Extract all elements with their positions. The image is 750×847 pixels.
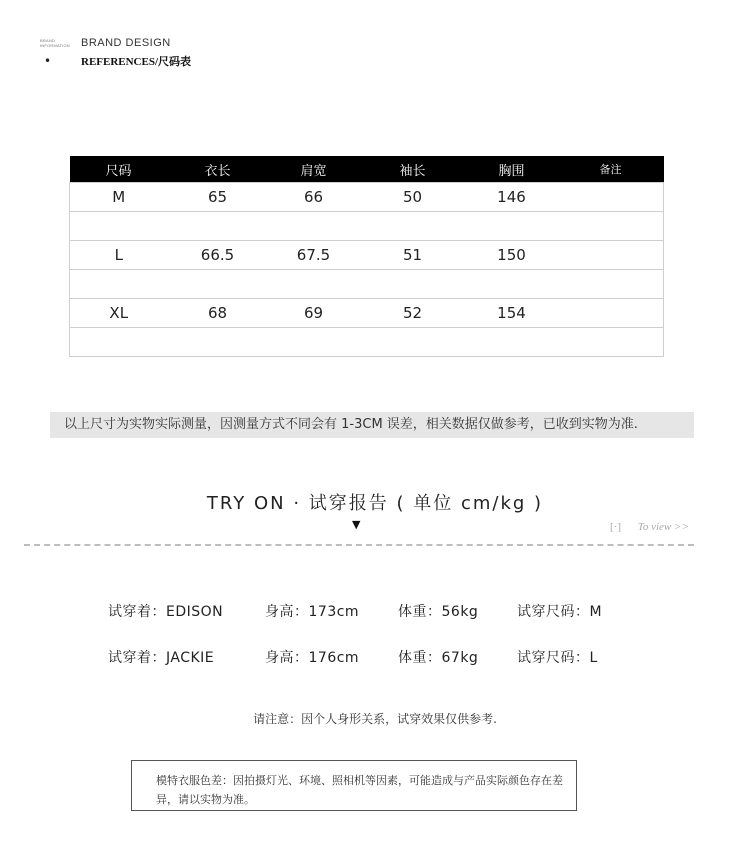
- brand-title: BRAND DESIGN: [81, 37, 171, 49]
- bullet-icon: •: [44, 54, 52, 68]
- table-cell: [466, 270, 558, 299]
- table-cell: 66.5: [168, 241, 268, 270]
- tryon-weight: 体重：56kg: [398, 604, 479, 620]
- size-table: [69, 156, 664, 357]
- table-row: [70, 241, 664, 270]
- header-shoulder: 肩宽: [268, 156, 360, 183]
- table-cell: [558, 183, 664, 212]
- table-cell: [70, 270, 168, 299]
- table-cell: 69: [268, 299, 360, 328]
- brand-small-line2: INFORMATION: [40, 43, 70, 48]
- table-cell: [558, 299, 664, 328]
- tryon-record: [0, 647, 750, 669]
- table-cell: [360, 212, 466, 241]
- measurement-notice-text: 以上尺寸为实物实际测量，因测量方式不同会有 1-3CM 误差，相关数据仅做参考，已收到实物为准.: [64, 417, 638, 432]
- tryon-record: [0, 601, 750, 623]
- table-cell: [70, 328, 168, 357]
- table-cell: [268, 212, 360, 241]
- brand-information-tag: [40, 38, 70, 48]
- table-cell: [268, 328, 360, 357]
- header-note: 备注: [558, 156, 664, 183]
- header-size: 尺码: [70, 156, 168, 183]
- table-row: [70, 328, 664, 357]
- table-cell: [558, 212, 664, 241]
- table-cell: M: [70, 183, 168, 212]
- table-cell: [168, 212, 268, 241]
- brand-small-line1: BRAND: [40, 38, 56, 43]
- tryon-name: 试穿着：EDISON: [108, 604, 224, 620]
- table-row: [70, 270, 664, 299]
- color-disclaimer-box: [131, 760, 577, 811]
- tryon-title: TRY ON · 试穿报告 ( 单位 cm/kg ): [206, 493, 544, 514]
- table-cell: 68: [168, 299, 268, 328]
- table-cell: 146: [466, 183, 558, 212]
- table-cell: [466, 328, 558, 357]
- dashed-divider: [24, 544, 694, 546]
- table-cell: [70, 212, 168, 241]
- tryon-height: 身高：173cm: [265, 604, 360, 620]
- size-table-header: [70, 156, 664, 183]
- header-length: 衣长: [168, 156, 268, 183]
- table-cell: XL: [70, 299, 168, 328]
- tryon-size: 试穿尺码：M: [517, 604, 603, 620]
- table-cell: 66: [268, 183, 360, 212]
- bracket-icon: [·]: [610, 521, 621, 533]
- tryon-height: 身高：176cm: [265, 650, 360, 666]
- table-cell: 67.5: [268, 241, 360, 270]
- table-cell: 52: [360, 299, 466, 328]
- table-row: [70, 299, 664, 328]
- tryon-name: 试穿着：JACKIE: [108, 650, 215, 666]
- table-cell: 65: [168, 183, 268, 212]
- table-cell: [168, 328, 268, 357]
- color-disclaimer-text: 模特衣服色差：因拍摄灯光、环境、照相机等因素，可能造成与产品实际颜色存在差异，请以实物为准。: [156, 774, 563, 806]
- table-cell: [360, 270, 466, 299]
- table-cell: L: [70, 241, 168, 270]
- header-sleeve: 袖长: [360, 156, 466, 183]
- measurement-notice: [50, 412, 694, 438]
- tryon-caution: 请注意：因个人身形关系，试穿效果仅供参考.: [253, 712, 497, 726]
- table-cell: 51: [360, 241, 466, 270]
- table-cell: [168, 270, 268, 299]
- table-cell: [466, 212, 558, 241]
- table-cell: [268, 270, 360, 299]
- table-cell: [360, 328, 466, 357]
- table-cell: [558, 328, 664, 357]
- table-cell: 150: [466, 241, 558, 270]
- table-row: [70, 212, 664, 241]
- header-chest: 胸围: [466, 156, 558, 183]
- to-view-label: To view >>: [637, 521, 689, 533]
- references-title: REFERENCES/尺码表: [81, 56, 192, 68]
- table-cell: 50: [360, 183, 466, 212]
- table-row: [70, 183, 664, 212]
- to-view-link[interactable]: [610, 521, 689, 533]
- table-cell: [558, 270, 664, 299]
- table-cell: 154: [466, 299, 558, 328]
- arrow-down-icon: ▼: [352, 518, 361, 531]
- tryon-weight: 体重：67kg: [398, 650, 479, 666]
- table-cell: [558, 241, 664, 270]
- tryon-size: 试穿尺码：L: [517, 650, 598, 666]
